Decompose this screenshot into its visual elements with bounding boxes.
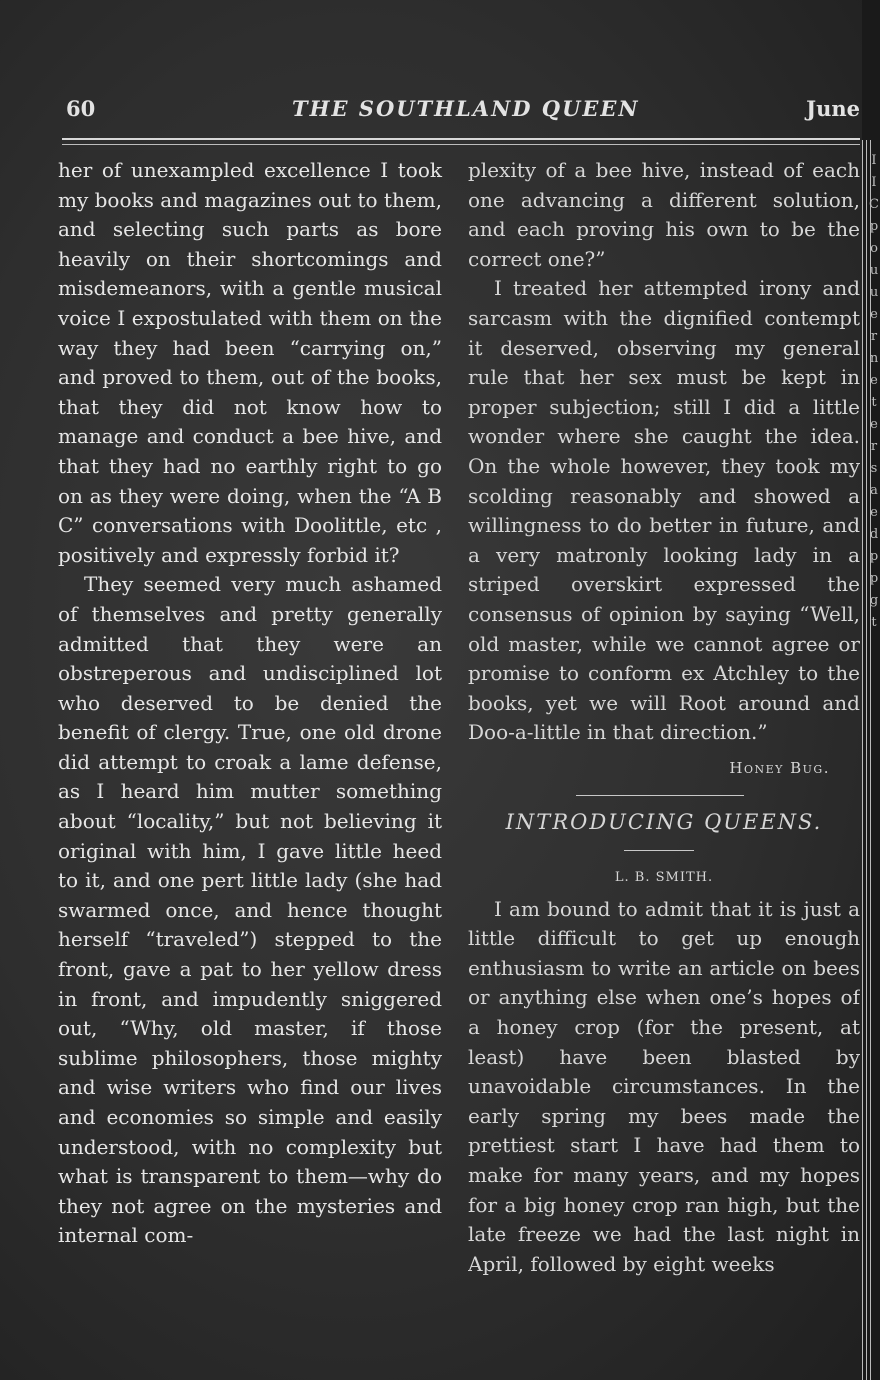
edge-fragment-char: p [869, 549, 879, 564]
edge-fragment-char: e [870, 307, 878, 322]
edge-line [866, 140, 867, 1380]
section-divider [576, 795, 744, 796]
edge-fragment-char: o [870, 241, 878, 256]
edge-fragment-char: r [870, 329, 878, 344]
journal-title: THE SOUTHLAND QUEEN [292, 96, 640, 121]
right-column [468, 156, 860, 1279]
edge-fragment-char: e [870, 373, 878, 388]
edge-fragment-char: s [870, 461, 878, 476]
left-paragraph-2: They seemed very much ashamed of themselves and pretty generally admitted that they were an obstreperous and undisciplined lot who deserved to be denied the benefit of clergy. True, one old drone did attempt to croak a lame defense, as I heard him mutter something about “locality,” but not believing it original with him, I gave little heed to it, and one pert little lady (she had swarmed once, and hence thought herself “traveled”) stepped to the front, gave a pat to her yellow dress in front, and impudently sniggered out, “Why, old master, if those sublime philosophers, those mighty and wise writers who find our lives and economies so simple and easily understood, with no complexity but what is transparent to them—why do they not agree on the mysteries and internal com- [58, 572, 442, 1248]
article-byline: L. B. SMITH. [614, 870, 714, 886]
edge-fragment-char: t [871, 395, 877, 410]
edge-fragment-char: e [870, 505, 878, 520]
edge-fragment-char: C [869, 197, 879, 212]
edge-fragment-char: u [869, 285, 879, 300]
edge-fragment-char: r [870, 439, 878, 454]
edge-fragment-char: a [870, 483, 878, 498]
edge-fragment-char: p [869, 219, 879, 234]
edge-fragment-char: d [869, 527, 879, 542]
right-paragraph-2: I treated her attempted irony and sarcasm with the dignified contempt it deserved, observing my general rule that her sex must be kept in proper subjection; still I did a little wonder where she caught the idea. On the whole however, they took my scolding reasonably and showed a willingness to do better in future, and a very matronly looking lady in a striped overskirt expressed the consensus of opinion by saying “Well, old master, while we cannot agree or promise to conform ex Atchley to the books, yet we will Root around and Doo-a-little in that direction.” [468, 276, 860, 745]
issue-month: June [806, 96, 860, 121]
edge-fragment-char: e [870, 417, 878, 432]
title-divider [624, 850, 694, 851]
left-column [58, 156, 442, 1251]
author-signature: Honey Bug. [729, 758, 830, 777]
left-paragraph-1: her of unexampled excellence I took my books and magazines out to them, and selecting such parts as bore heavily on their shortcomings and misdemeanors, with a gentle musical voice I expostulated with them on the way they had been “carrying on,” and proved to them, out of the books, that they did not know how to manage and conduct a bee hive, and that they had no earthly right to go on as they were doing, when the “A B C” conversations with Doolittle, etc , positively and expressly forbid it? [58, 158, 442, 567]
header-rule-thin [62, 144, 860, 145]
right-paragraph-1: plexity of a bee hive, instead of each one advancing a different solution, and each proving his own to be the correct one?” [468, 158, 860, 271]
edge-fragment-char: u [869, 263, 879, 278]
edge-fragment-char: g [869, 593, 879, 608]
header-rule-thick [62, 138, 860, 140]
edge-fragment-char: p [869, 571, 879, 586]
adjacent-page-fragments [868, 150, 880, 634]
edge-fragment-char: I [871, 153, 877, 168]
page-number: 60 [66, 96, 96, 121]
edge-fragment-char: t [871, 615, 877, 630]
edge-line [862, 140, 863, 1380]
edge-fragment-char: n [869, 351, 879, 366]
edge-fragment-char: I [871, 175, 877, 190]
right-paragraph-3: I am bound to admit that it is just a little difficult to get up enough enthusiasm to write an article on bees or anything else when one’s hopes of a honey crop (for the present, at least) have been blasted by unavoidable circumstances. In the early spring my bees made the prettiest start I have had them to make for many years, and my hopes for a big honey crop ran high, but the late freeze we had the last night in April, followed by eight weeks [468, 896, 860, 1276]
article-title: INTRODUCING QUEENS. [505, 810, 823, 835]
running-header [66, 96, 860, 130]
